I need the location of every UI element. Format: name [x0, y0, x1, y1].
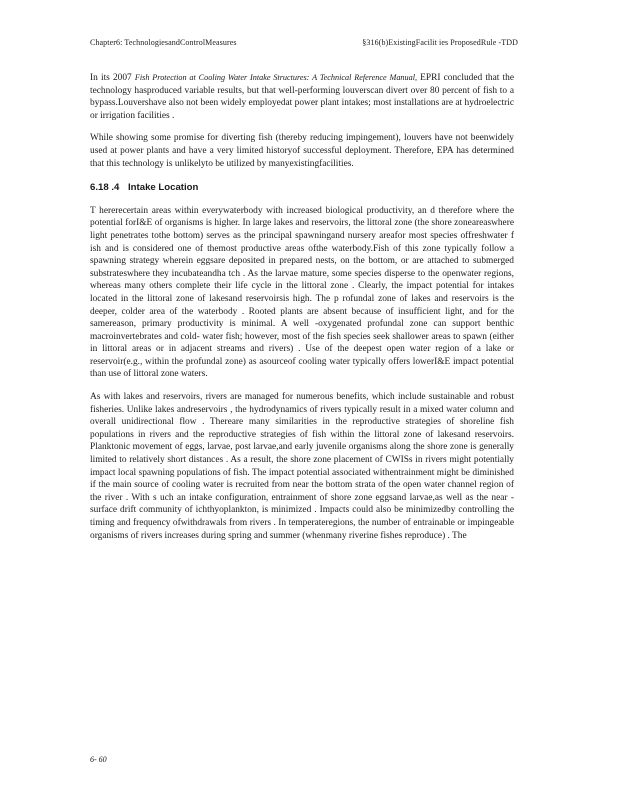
- header-chapter: Chapter6: TechnologiesandControlMeasures: [90, 38, 237, 47]
- paragraph-epri-rest: EPRI concluded that the technology hasproduced variable results, but that well-performing louverscan divert over 80 percent of fish to a bypass.Louvershave also not been widely employedat power plant intakes; most installations are at hydroelectric or irrigation facilities .: [90, 73, 514, 121]
- paragraph-epri-lead: In its 2007: [90, 73, 135, 83]
- section-heading: [90, 182, 514, 195]
- paragraph-rivers: As with lakes and reservoirs, rivers are managed for numerous benefits, which include sustainable and robust fisheries. Unlike lakes andreservoirs , the hydrodynamics of rivers typically result in a mixed water column and overall unidirectional flow . Thereare many similarities in the reproductive strategies of shoreline fish populations in rivers and the reproductive strategies of fish within the littoral zone of lakesand reservoirs. Planktonic movement of eggs, larvae, post larvae,and early juvenile organisms along the shore zone is generally limited to relatively short distances . As a result, the shore zone placement of CWISs in rivers might potentially impact local spawning populations of fish. The impact potential associated withentrainment might be diminished if the main source of cooling water is recruited from near the bottom strata of the open water channel region of the river . With s uch an intake configuration, entrainment of shore zone eggsand larvae,as well as the near -surface drift community of ichthyoplankton, is minimized . Impacts could also be minimizedby controlling the timing and frequency ofwithdrawals from rivers . In temperateregions, the number of entrainable or impingeable organisms of rivers increases during spring and summer (whenmany riverine fishes reproduce) . The: [90, 392, 514, 541]
- section-number: 6.18 .4: [90, 182, 120, 194]
- epri-manual-title: Fish Protection at Cooling Water Intake Structures: A Technical Reference Manual,: [134, 73, 418, 82]
- paragraph-lakes: T hererecertain areas within everywaterbody with increased biological productivity, an d therefore where the potential forI&E of organisms is higher. In large lakes and reservoirs, the littoral zone (the shore zoneareaswhere light penetrates tothe bottom) serves as the principal spawningand nursery areafor most species offreshwater f ish and is considered one of themost productive areas ofthe waterbody.Fish of this zone typically follow a spawning strategy wherein eggsare deposited in prepared nests, on the bottom, or are attached to submerged substrateswhere they incubateandha tch . As the larvae mature, some species disperse to the openwater regions, whereas many others complete their life cycle in the littoral zone . Clearly, the impact potential for intakes located in the littoral zone of lakesand reservoirsis high. The p rofundal zone of lakes and reservoirs is the deeper, colder area of the waterbody . Rooted plants are absent because of insufficient light, and for the samereason, primary productivity is minimal. A well -oxygenated profundal zone can support benthic macroinvertebrates and cold- water fish; however, most of the fish species seek shallower areas to spawn (either in littoral areas or in adjacent streams and rivers) . Use of the deepest open water region of a lake or reservoir(e.g., within the profundal zone) as asourceof cooling water typically offers lowerI&E impact potential than use of littoral zone waters.: [90, 205, 514, 380]
- paragraph-epri: [90, 72, 514, 122]
- document-body: [90, 72, 514, 552]
- paragraph-louvers: While showing some promise for diverting fish (thereby reducing impingement), louvers have not beenwidely used at power plants and have a very limited historyof successful deployment. Therefore, EPA has determined that this technology is unlikelyto be utilized by manyexistingfacilities.: [90, 133, 514, 169]
- header-section: §316(b)ExistingFacilit ies ProposedRule -TDD: [362, 38, 518, 47]
- page-number: 6- 60: [90, 755, 107, 764]
- section-title: Intake Location: [128, 182, 199, 194]
